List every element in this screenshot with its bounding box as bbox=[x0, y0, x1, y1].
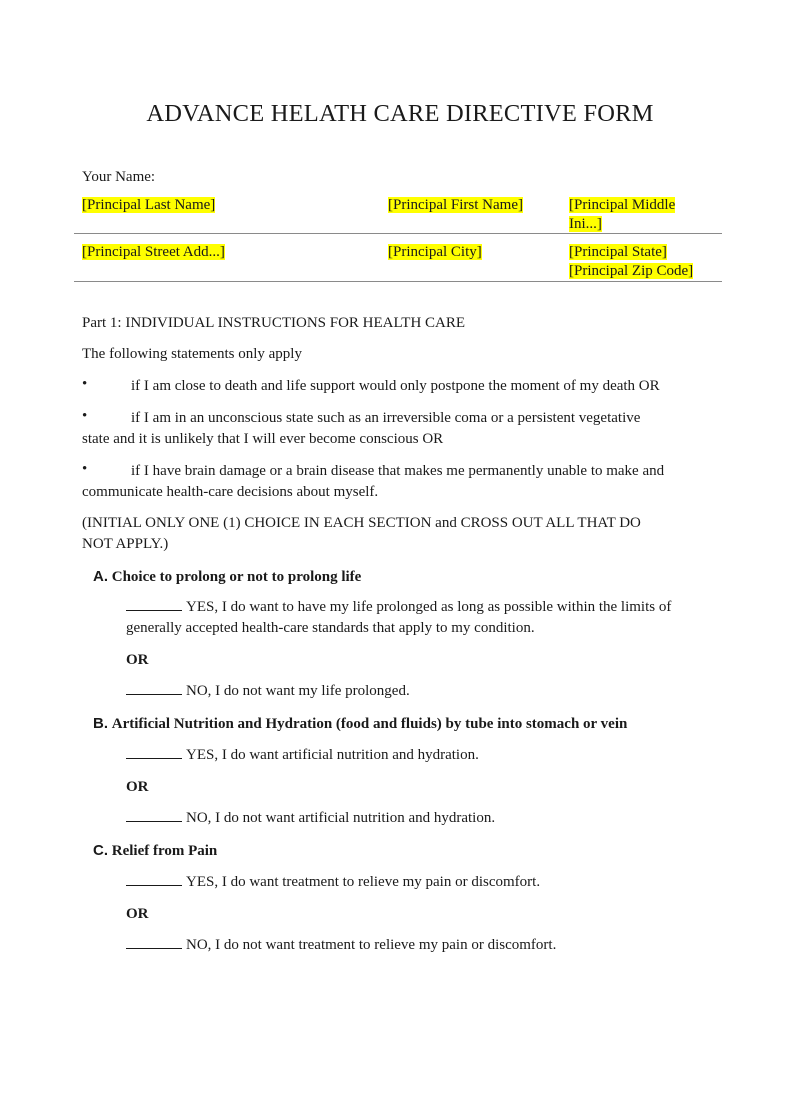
section-c-no-initial-blank[interactable] bbox=[126, 936, 182, 949]
section-c-no bbox=[126, 935, 556, 956]
bullet-3-text: if I have brain damage or a brain disease that makes me permanently unable to make and bbox=[131, 463, 665, 479]
section-a-no-text: NO, I do not want my life prolonged. bbox=[186, 683, 410, 699]
state-placeholder: [Principal State] bbox=[569, 244, 667, 260]
section-b-letter: B. bbox=[93, 715, 108, 732]
middle-initial-field[interactable] bbox=[569, 195, 675, 235]
instruction-line1: (INITIAL ONLY ONE (1) CHOICE IN EACH SECTION and CROSS OUT ALL THAT DO bbox=[82, 515, 641, 531]
middle-initial-line2: Ini...] bbox=[569, 216, 602, 232]
section-b-title: Artificial Nutrition and Hydration (food and fluids) by tube into stomach or vein bbox=[111, 716, 628, 732]
section-c-yes-text: YES, I do want treatment to relieve my pain or discomfort. bbox=[186, 874, 541, 890]
section-c-title: Relief from Pain bbox=[111, 843, 218, 859]
part1-heading: Part 1: INDIVIDUAL INSTRUCTIONS FOR HEALTH CARE bbox=[82, 315, 466, 331]
part1-intro: The following statements only apply bbox=[82, 346, 302, 362]
section-b-no-initial-blank[interactable] bbox=[126, 809, 182, 822]
section-c-yes bbox=[126, 872, 540, 893]
section-b-yes-initial-blank[interactable] bbox=[126, 746, 182, 759]
bullet-1-text: if I am close to death and life support would only postpone the moment of my death OR bbox=[131, 378, 660, 394]
bullet-1-mark: • bbox=[82, 376, 88, 392]
section-c-yes-initial-blank[interactable] bbox=[126, 873, 182, 886]
last-name-field[interactable] bbox=[82, 195, 215, 216]
zip-placeholder: [Principal Zip Code] bbox=[569, 263, 694, 279]
section-b-no bbox=[126, 808, 495, 829]
section-b-or: OR bbox=[126, 779, 149, 795]
middle-initial-line1: [Principal Middle bbox=[569, 197, 676, 213]
section-a-or: OR bbox=[126, 652, 149, 668]
bullet-2-text-cont: state and it is unlikely that I will ever become conscious OR bbox=[82, 431, 444, 447]
section-a-letter: A. bbox=[93, 568, 108, 585]
section-c-heading bbox=[93, 840, 217, 862]
city-placeholder: [Principal City] bbox=[388, 244, 482, 260]
last-name-placeholder: [Principal Last Name] bbox=[82, 197, 216, 213]
section-a-yes-text: YES, I do want to have my life prolonged as long as possible within the limits of bbox=[186, 599, 672, 615]
section-b-no-text: NO, I do not want artificial nutrition and hydration. bbox=[186, 810, 496, 826]
section-c-no-text: NO, I do not want treatment to relieve my pain or discomfort. bbox=[186, 937, 557, 953]
section-a-title: Choice to prolong or not to prolong life bbox=[111, 569, 362, 585]
first-name-placeholder: [Principal First Name] bbox=[388, 197, 523, 213]
bullet-3-text-cont: communicate health-care decisions about myself. bbox=[82, 484, 379, 500]
section-a-yes bbox=[126, 597, 671, 618]
section-a-heading bbox=[93, 566, 361, 588]
section-a-no bbox=[126, 681, 410, 702]
address-row-divider bbox=[74, 281, 722, 282]
section-b-yes-text: YES, I do want artificial nutrition and hydration. bbox=[186, 747, 479, 763]
street-address-field[interactable] bbox=[82, 242, 225, 263]
bullet-3-mark: • bbox=[82, 461, 88, 477]
bullet-2-text: if I am in an unconscious state such as an irreversible coma or a persistent vegetative bbox=[131, 410, 641, 426]
section-a-no-initial-blank[interactable] bbox=[126, 682, 182, 695]
section-c-letter: C. bbox=[93, 842, 108, 859]
document-title: ADVANCE HELATH CARE DIRECTIVE FORM bbox=[146, 100, 654, 127]
section-a-yes-cont: generally accepted health-care standards that apply to my condition. bbox=[126, 620, 535, 636]
first-name-field[interactable] bbox=[388, 195, 523, 216]
section-b-heading bbox=[93, 713, 627, 735]
street-address-placeholder: [Principal Street Add...] bbox=[82, 244, 225, 260]
city-field[interactable] bbox=[388, 242, 482, 263]
section-b-yes bbox=[126, 745, 479, 766]
section-a-yes-initial-blank[interactable] bbox=[126, 598, 182, 611]
your-name-label: Your Name: bbox=[82, 169, 156, 185]
state-zip-field[interactable] bbox=[569, 242, 693, 282]
instruction-line2: NOT APPLY.) bbox=[82, 536, 169, 552]
bullet-2-mark: • bbox=[82, 408, 88, 424]
name-row-divider bbox=[74, 233, 722, 234]
section-c-or: OR bbox=[126, 906, 149, 922]
